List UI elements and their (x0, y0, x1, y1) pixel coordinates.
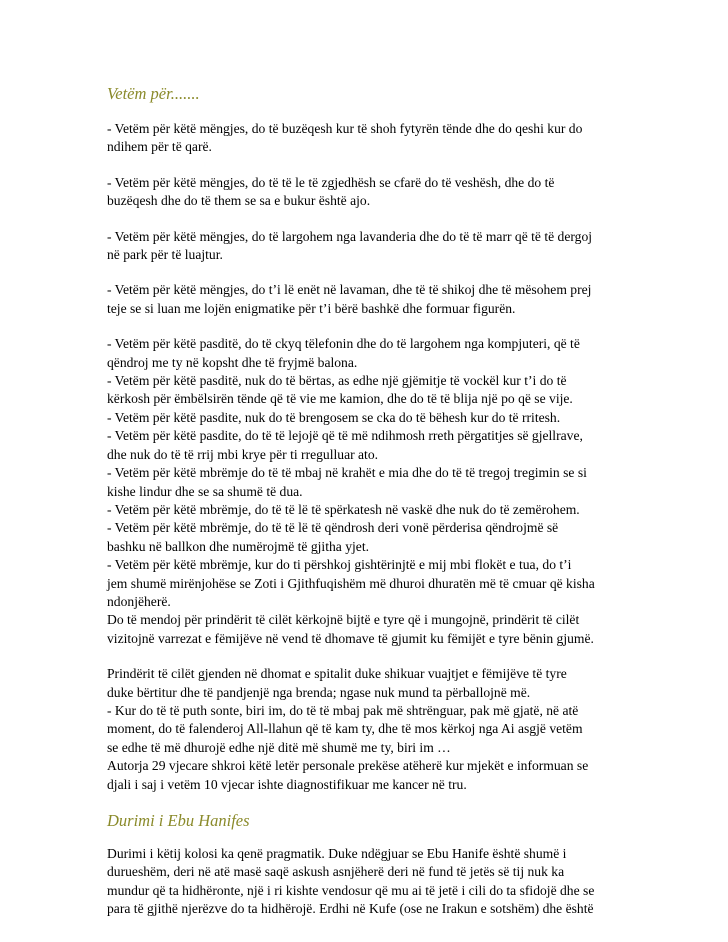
paragraph (107, 281, 627, 318)
text-line: Autorja 29 vjecare shkroi këtë letër personale prekëse atëherë kur mjekët e informuan se (107, 758, 589, 774)
text-line: - Vetëm për këtë pasditë, do të ckyq tëlefonin dhe do të largohem nga kompjuteri, që të (107, 336, 580, 352)
text-line: duke bërtitur dhe të pandjenjë nga brenda; ngase nuk mund ta përballojnë më. (107, 684, 531, 700)
text-line: - Kur do të të puth sonte, biri im, do të të mbaj pak më shtrënguar, pak më gjatë, në atë (107, 702, 579, 718)
paragraph (107, 665, 627, 794)
heading-vetem-per: Vetëm për....... (107, 84, 200, 103)
paragraph (107, 174, 627, 211)
text-line: - Vetëm për këtë pasdite, nuk do të brengosem se cka do të bëhesh kur do të rritesh. (107, 409, 561, 425)
poem-body (107, 120, 627, 794)
text-line: - Vetëm për këtë mëngjes, do t’i lë enët në lavaman, dhe të të shikoj dhe të mësohem prej (107, 282, 592, 298)
text-line: djali i saj i vetëm 10 vjecar ishte diagnostifikuar me kancer në tru. (107, 776, 467, 792)
text-line: para të gjithë njerëzve do ta hidhërojë. Erdhi në Kufe (ose ne Irakun e sotshëm) dhe është (107, 901, 594, 917)
text-line: jem shumë mirënjohëse se Zoti i Gjithfuqishëm më dhuroi dhuratën më të cmuar që kisha (107, 575, 595, 591)
text-line: - Vetëm për këtë mëngjes, do të largohem nga lavanderia dhe do të të marr që të të dergoj (107, 228, 593, 244)
text-line: - Vetëm për këtë mbrëmje do të të mbaj në krahët e mia dhe do të të tregoj tregimin se si (107, 465, 587, 481)
text-line: dhe nuk do të të rrij mbi krye për ti rregulluar ato. (107, 446, 379, 462)
text-line: se edhe të më dhurojë edhe një ditë më shumë me ty, biri im … (107, 739, 451, 755)
text-line: ndonjëherë. (107, 593, 171, 609)
text-line: - Vetëm për këtë mbrëmje, do të të lë të qëndrosh deri vonë përderisa qëndrojmë së (107, 520, 559, 536)
text-line: mundur që ta hidhëronte, një i ri kishte vendosur që mu ai të jetë i cili do ta sfidojë dhe se (107, 882, 595, 898)
text-line: - Vetëm për këtë pasdite, do të të lejojë që të më ndihmosh rreth përgatitjes së gjellrave, (107, 428, 583, 444)
text-line: - Vetëm për këtë mëngjes, do të buzëqesh kur të shoh fytyrën tënde dhe do qeshi kur do (107, 121, 583, 136)
text-line: vizitojnë varrezat e fëmijëve në vend të dhomave të gjumit ku fëmijët e tyre bënin gjumë. (107, 630, 594, 646)
text-line: Durimi i këtij kolosi ka qenë pragmatik. Duke ndëgjuar se Ebu Hanife është shumë i (107, 846, 567, 861)
text-line: kërkosh për ëmbëlsirën tënde që të vie me kamion, dhe do të të blija një po që se vije. (107, 391, 573, 407)
text-line: në park për të luajtur. (107, 247, 223, 263)
heading-durimi-i-ebu-hanifes: Durimi i Ebu Hanifes (107, 811, 250, 830)
text-line: teje se si luan me lojën enigmatike për t’i bërë bashkë dhe formuar figurën. (107, 300, 516, 316)
text-line: ndihem për të qarë. (107, 139, 212, 155)
text-line: moment, do të falenderoj All-llahun që të kam ty, dhe të mos kërkoj nga Ai asgjë vetëm (107, 721, 583, 737)
text-line: Do të mendoj për prindërit të cilët kërkojnë bijtë e tyre që i mungojnë, prindërit të cilët (107, 612, 580, 628)
text-line: kishe lindur dhe se sa shumë të dua. (107, 483, 303, 499)
paragraph (107, 120, 627, 157)
paragraph (107, 228, 627, 265)
paragraph-durimi (107, 845, 627, 919)
text-line: bashku në ballkon dhe numërojmë të gjitha yjet. (107, 538, 369, 554)
text-line: - Vetëm për këtë mbrëmje, do të të lë të spërkatesh në vaskë dhe nuk do të zemërohem. (107, 501, 580, 517)
text-line: - Vetëm për këtë mbrëmje, kur do ti përshkoj gishtërinjtë e mij mbi flokët e tua, do t’i (107, 557, 572, 573)
text-line: durueshëm, deri në atë masë saqë askush asnjëherë deri në fund të jetës së tij nuk ka (107, 864, 565, 880)
document-page (107, 84, 627, 919)
text-line: - Vetëm për këtë pasditë, nuk do të bërtas, as edhe një gjëmitje të vockël kur t’i do të (107, 373, 567, 389)
paragraph (107, 335, 627, 648)
text-line: buzëqesh dhe do të them se sa e bukur është ajo. (107, 193, 371, 209)
text-line: Prindërit të cilët gjenden në dhomat e spitalit duke shikuar vuajtjet e fëmijëve të tyre (107, 666, 567, 682)
text-line: - Vetëm për këtë mëngjes, do të të le të zgjedhësh se cfarë do të veshësh, dhe do të (107, 174, 555, 190)
text-line: qëndroj me ty në kopsht dhe të fryjmë balona. (107, 354, 358, 370)
